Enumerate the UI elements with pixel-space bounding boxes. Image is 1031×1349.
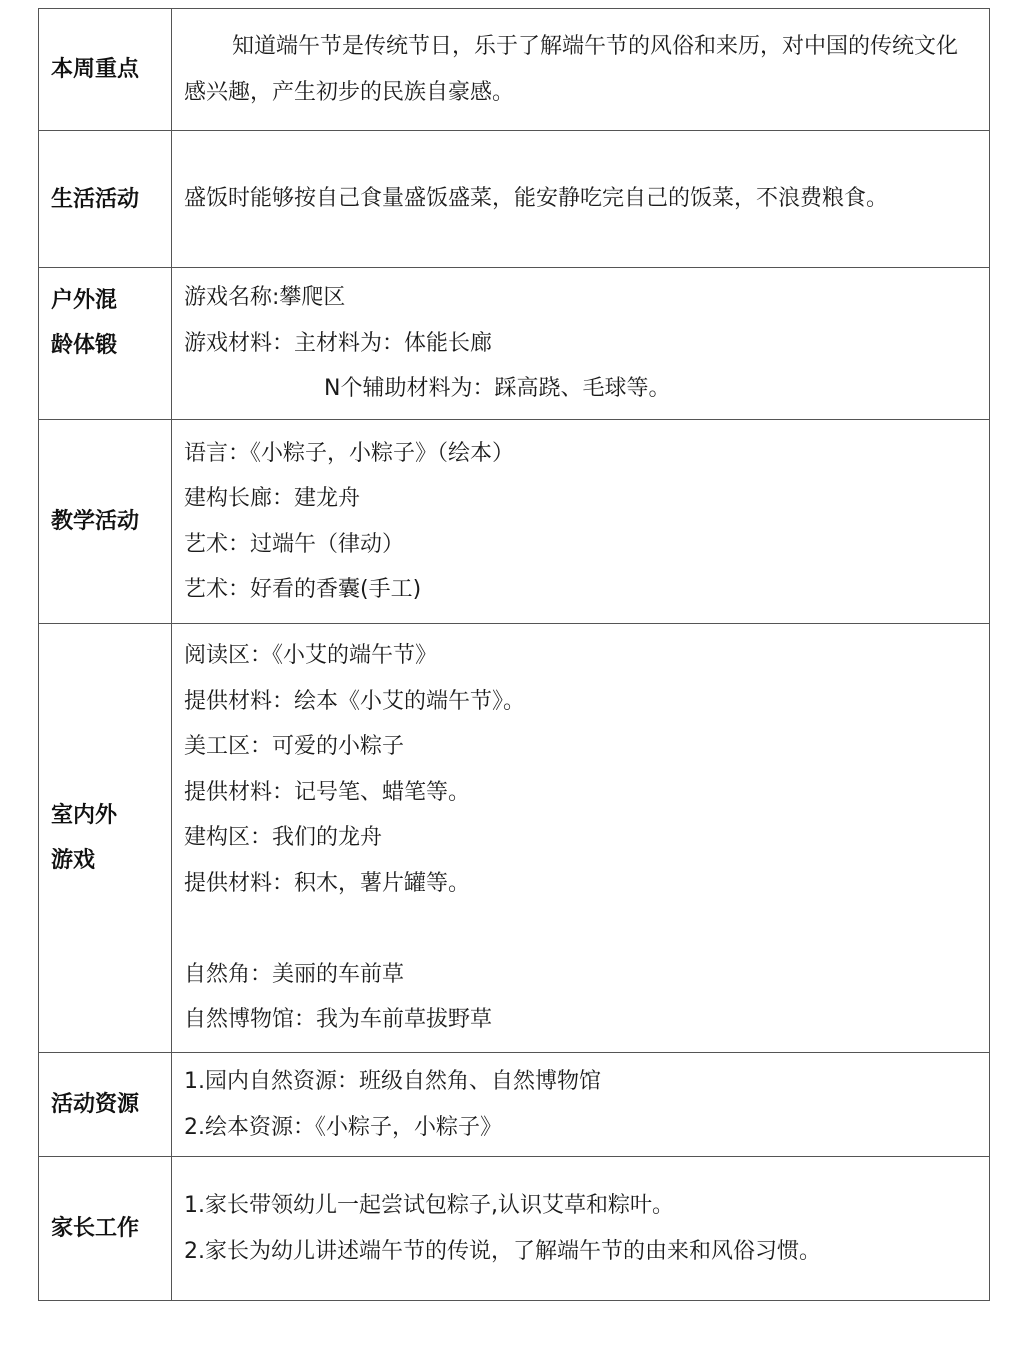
label-games-line1: 室内外 <box>51 803 118 828</box>
label-outdoor-line1: 户外混 <box>51 288 118 313</box>
label-weekly-focus: 本周重点 <box>39 9 172 131</box>
row-life-activity <box>39 131 990 268</box>
life-activity-text: 盛饭时能够按自己食量盛饭盛菜，能安静吃完自己的饭菜，不浪费粮食。 <box>184 186 889 212</box>
games-line: 美工区：可爱的小粽子 <box>184 734 405 760</box>
content-weekly-focus <box>172 9 990 131</box>
games-line: 自然博物馆：我为车前草拔野草 <box>184 1007 493 1033</box>
row-teaching-activity <box>39 420 990 624</box>
label-life-activity: 生活活动 <box>39 131 172 268</box>
label-outdoor-exercise <box>39 268 172 420</box>
resources-line: 2.绘本资源：《小粽子，小粽子》 <box>184 1114 502 1140</box>
games-line: 建构区：我们的龙舟 <box>184 825 383 851</box>
teaching-line: 艺术：过端午（律动） <box>184 531 405 557</box>
weekly-focus-text: 知道端午节是传统节日，乐于了解端午节的风俗和来历，对中国的传统文化感兴趣，产生初步的民族自豪感。 <box>184 34 959 105</box>
row-weekly-focus <box>39 9 990 131</box>
games-line: 提供材料：记号笔、蜡笔等。 <box>184 779 471 805</box>
label-indoor-outdoor-games <box>39 624 172 1053</box>
content-teaching-activity <box>172 420 990 624</box>
label-activity-resources: 活动资源 <box>39 1053 172 1157</box>
parents-line: 1.家长带领幼儿一起尝试包粽子,认识艾草和粽叶。 <box>184 1193 674 1218</box>
games-line: 提供材料：绘本《小艾的端午节》。 <box>184 688 526 714</box>
games-line: 自然角：美丽的车前草 <box>184 961 405 987</box>
outdoor-line: 游戏名称:攀爬区 <box>184 285 346 311</box>
label-teaching-activity: 教学活动 <box>39 420 172 624</box>
content-activity-resources <box>172 1053 990 1157</box>
content-outdoor-exercise <box>172 268 990 420</box>
content-parent-work <box>172 1157 990 1301</box>
row-activity-resources <box>39 1053 990 1157</box>
label-outdoor-line2: 龄体锻 <box>51 333 118 358</box>
content-indoor-outdoor-games <box>172 624 990 1053</box>
teaching-line: 艺术：好看的香囊(手工) <box>184 577 422 602</box>
label-parent-work: 家长工作 <box>39 1157 172 1301</box>
teaching-line: 语言：《小粽子，小粽子》（绘本） <box>184 440 515 466</box>
outdoor-line: 游戏材料：主材料为：体能长廊 <box>184 330 493 356</box>
games-line: 阅读区：《小艾的端午节》 <box>184 643 438 669</box>
weekly-plan-table <box>38 8 990 1301</box>
row-indoor-outdoor-games <box>39 624 990 1053</box>
parents-line: 2.家长为幼儿讲述端午节的传说，了解端午节的由来和风俗习惯。 <box>184 1238 821 1264</box>
teaching-line: 建构长廊：建龙舟 <box>184 486 361 511</box>
label-games-line2: 游戏 <box>51 848 96 873</box>
resources-line: 1.园内自然资源：班级自然角、自然博物馆 <box>184 1069 601 1094</box>
blank-line <box>184 906 977 952</box>
content-life-activity <box>172 131 990 268</box>
outdoor-line: N个辅助材料为：踩高跷、毛球等。 <box>324 376 671 402</box>
row-parent-work <box>39 1157 990 1301</box>
row-outdoor-exercise <box>39 268 990 420</box>
games-line: 提供材料：积木，薯片罐等。 <box>184 870 471 896</box>
